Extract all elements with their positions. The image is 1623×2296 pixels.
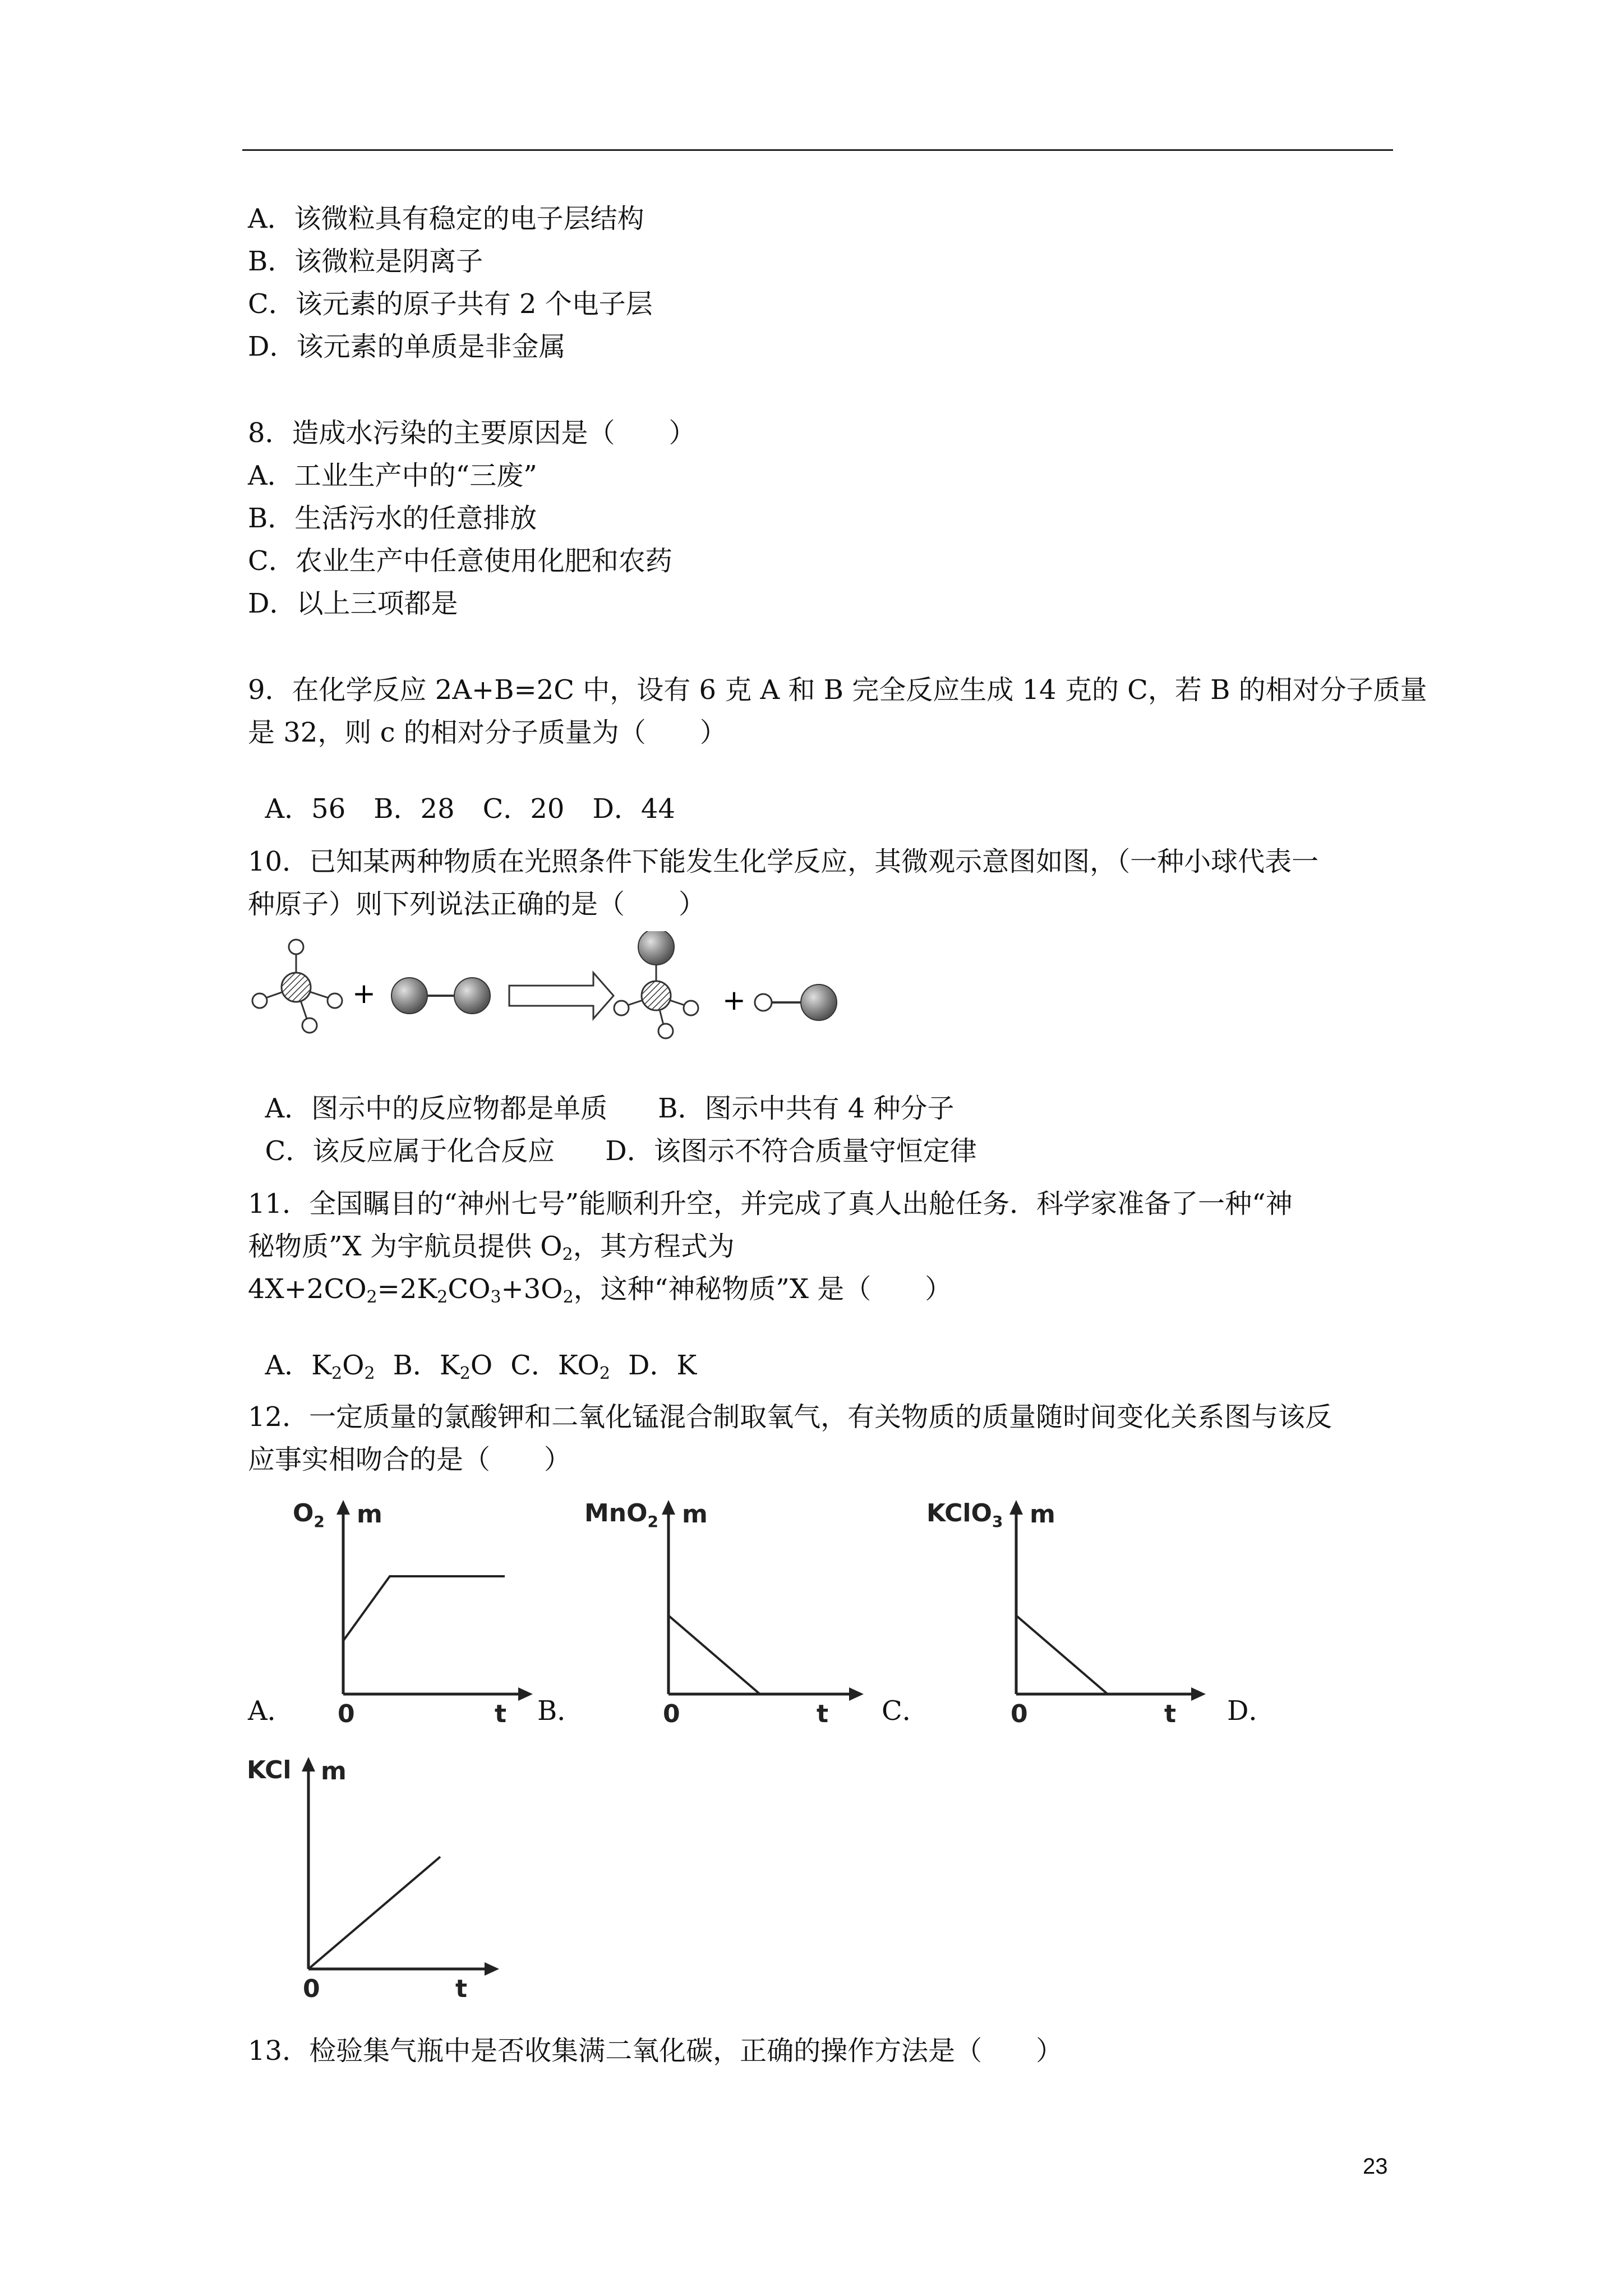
reaction-arrow (509, 973, 614, 1019)
reactant-molecule-1 (252, 940, 342, 1033)
graph-b-origin: 0 (663, 1700, 680, 1728)
q12-option-a: A． (248, 1695, 294, 1727)
graph-a-label: $O_2$ (293, 1499, 325, 1531)
x-axis-arrow (518, 1687, 533, 1701)
q13-stem: 13．检验集气瓶中是否收集满二氧化碳，正确的操作方法是（ ） (248, 2035, 1063, 2067)
q9-stem-line2: 是 32，则 c 的相对分子质量为（ ） (248, 717, 727, 748)
y-axis-arrow (662, 1500, 675, 1515)
q10-option-c: C．该反应属于化合反应 (265, 1135, 555, 1167)
q7-option-b: B．该微粒是阴离子 (248, 246, 483, 277)
product-molecule-1 (614, 931, 698, 1038)
y-axis-arrow (302, 1757, 315, 1772)
graph-b-x-label: t (817, 1700, 829, 1728)
q10-option-a: A．图示中的反应物都是单质 (265, 1093, 608, 1124)
graph-d-kcl (247, 1745, 516, 2003)
q11-stem-line1: 11．全国瞩目的“神州七号”能顺利升空，并完成了真人出舱任务．科学家准备了一种“神 (248, 1188, 1293, 1220)
q11-stem-line2: 秘物质”X 为宇航员提供 $O_2$，其方程式为 (248, 1231, 735, 1264)
q12-option-c: C． (882, 1695, 929, 1727)
q10-stem-line2: 种原子）则下列说法正确的是（ ） (248, 889, 706, 920)
graph-d-x-label: t (455, 1975, 468, 2003)
q10-option-d: D．该图示不符合质量守恒定律 (605, 1135, 977, 1167)
header-rule (242, 149, 1393, 151)
graph-c-label: KClO$_3$ (926, 1499, 1003, 1531)
q9-option-c: C．20 (482, 793, 565, 825)
q8-option-a: A．工业生产中的“三废” (248, 460, 537, 491)
graph-d-curve (308, 1857, 440, 1969)
graph-b-label: MnO$_2$ (584, 1499, 658, 1531)
q12-option-b: B． (537, 1695, 584, 1727)
graph-b-curve (668, 1616, 760, 1694)
page-number: 23 (1363, 2154, 1388, 2179)
graph-c-y-label: m (1030, 1500, 1055, 1529)
q7-option-a: A．该微粒具有稳定的电子层结构 (248, 203, 644, 234)
q7-option-c: C．该元素的原子共有 2 个电子层 (248, 288, 653, 320)
x-axis-arrow (485, 1962, 499, 1976)
q11-option-c: C．$KO_2$ (510, 1350, 610, 1383)
q8-option-c: C．农业生产中任意使用化肥和农药 (248, 545, 672, 577)
graph-c-x-label: t (1164, 1700, 1177, 1728)
graph-c-curve (1016, 1616, 1108, 1694)
q10-options-row2 (248, 1101, 977, 1168)
q12-stem-line1: 12．一定质量的氯酸钾和二氧化锰混合制取氧气，有关物质的质量随时间变化关系图与该反 (248, 1401, 1332, 1433)
plus-sign-2: + (722, 984, 746, 1016)
q12-stem-line2: 应事实相吻合的是（ ） (248, 1444, 571, 1475)
x-axis-arrow (1191, 1687, 1206, 1701)
q7-option-d: D．该元素的单质是非金属 (248, 331, 566, 362)
q12-option-d: D． (1227, 1695, 1276, 1727)
y-axis-arrow (1009, 1500, 1023, 1515)
graph-d-origin: 0 (303, 1975, 320, 2003)
q10-stem-line1: 10．已知某两种物质在光照条件下能发生化学反应，其微观示意图如图，（一种小球代表一 (248, 846, 1319, 877)
q9-option-b: B．28 (374, 793, 455, 825)
q11-option-d: D．K (628, 1350, 697, 1381)
product-molecule-2 (755, 984, 837, 1020)
graph-d-label: KCl (247, 1756, 292, 1784)
plus-sign-1: + (352, 977, 376, 1010)
q9-option-d: D．44 (592, 793, 676, 825)
graph-d-y-label: m (321, 1757, 347, 1786)
graph-a-origin: 0 (338, 1700, 355, 1728)
q10-option-b: B．图示中共有 4 种分子 (658, 1093, 955, 1124)
reactant-molecule-2 (391, 978, 490, 1014)
q11-option-a: A．$K_2O_2$ (265, 1350, 375, 1383)
graph-a-x-label: t (495, 1700, 507, 1728)
y-axis-arrow (336, 1500, 350, 1515)
graph-a-curve (343, 1576, 505, 1641)
graph-a-o2 (280, 1492, 538, 1728)
graph-a-y-label: m (357, 1500, 382, 1529)
x-axis-arrow (849, 1687, 864, 1701)
q11-options (248, 1315, 697, 1382)
q9-options (248, 758, 675, 826)
q9-option-a: A．56 (265, 793, 346, 825)
q8-option-d: D．以上三项都是 (248, 588, 458, 619)
q9-stem-line1: 9．在化学反应 2A+B=2C 中，设有 6 克 A 和 B 完全反应生成 14 克的 C，若 B 的相对分子质量 (248, 674, 1427, 706)
q11-equation: $4X+2CO_2=2K_2CO_3+3O_2$，这种“神秘物质”X 是（ ） (248, 1273, 952, 1307)
graph-b-y-label: m (682, 1500, 708, 1529)
reaction-diagram (241, 931, 852, 1055)
graph-c-origin: 0 (1011, 1700, 1028, 1728)
q11-option-b: B．$K_2O$ (393, 1350, 493, 1383)
q8-option-b: B．生活污水的任意排放 (248, 503, 537, 534)
q8-stem: 8．造成水污染的主要原因是（ ） (248, 417, 696, 449)
graph-b-mno2 (578, 1492, 869, 1728)
graph-c-kclo3 (920, 1492, 1211, 1728)
